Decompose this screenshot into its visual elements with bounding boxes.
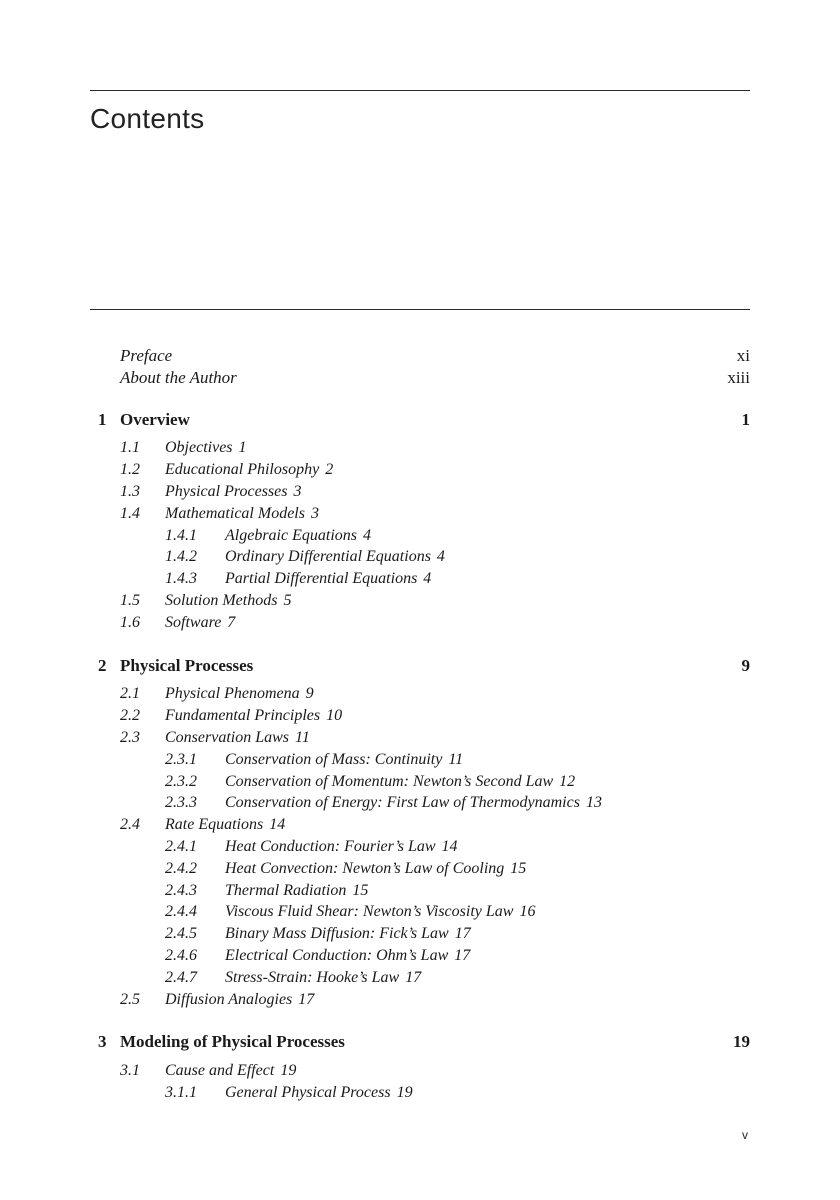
chapter-number: 2 [98, 655, 107, 675]
section-entry[interactable] [120, 1062, 296, 1080]
section-entry[interactable] [120, 461, 333, 479]
subsection-page: 4 [362, 526, 371, 544]
subsection-entry[interactable] [165, 903, 535, 921]
subsection-number: 2.3.3 [165, 794, 197, 812]
section-page: 3 [293, 483, 302, 500]
section-entry[interactable] [120, 592, 291, 610]
section-title: Educational Philosophy [165, 461, 320, 479]
section-title: Mathematical Models [165, 504, 305, 522]
subsection-page: 16 [519, 903, 536, 921]
section-title: Physical Phenomena [165, 685, 300, 703]
subsection-number: 2.4.4 [165, 903, 197, 921]
section-entry[interactable] [120, 614, 235, 632]
subsection-number: 2.4.7 [165, 968, 197, 986]
section-number: 1.4 [120, 504, 140, 522]
subsection-title: Ordinary Differential Equations [225, 548, 431, 566]
section-entry[interactable] [120, 816, 285, 834]
subsection-number: 1.4.2 [165, 548, 197, 566]
subsection-number: 2.3.2 [165, 772, 197, 790]
subsection-title: Heat Convection: Newton’s Law of Cooling [225, 859, 505, 877]
section-page: 2 [325, 461, 334, 479]
chapter-entry[interactable] [98, 1032, 750, 1052]
section-page: 10 [326, 707, 343, 725]
section-title: Rate Equations [165, 816, 264, 834]
section-entry[interactable] [120, 505, 319, 523]
subsection-number: 1.4.1 [165, 526, 197, 544]
section-number: 3.1 [120, 1062, 140, 1080]
section-entry[interactable] [120, 483, 301, 501]
chapter-entry[interactable] [98, 656, 750, 676]
section-title: Physical Processes [165, 483, 288, 500]
subsection-number: 1.4.3 [165, 570, 197, 588]
subsection-entry[interactable] [165, 969, 421, 987]
chapter-title: Modeling of Physical Processes [120, 1032, 345, 1052]
section-entry[interactable] [120, 707, 342, 725]
section-number: 2.1 [120, 685, 140, 703]
subsection-title: Viscous Fluid Shear: Newton’s Viscosity Law [225, 903, 514, 921]
section-entry[interactable] [120, 729, 310, 747]
section-title: Conservation Laws [165, 729, 290, 746]
chapter-page: 9 [741, 655, 750, 675]
chapter-title: Overview [120, 409, 190, 429]
section-entry[interactable] [120, 439, 247, 457]
subsection-entry[interactable] [165, 548, 445, 566]
subsection-title: Binary Mass Diffusion: Fick’s Law [225, 925, 449, 943]
subsection-page: 17 [454, 925, 471, 943]
subsection-number: 2.4.3 [165, 881, 197, 899]
subsection-page: 17 [454, 947, 471, 964]
subsection-title: Conservation of Energy: First Law of Thermodynamics [225, 794, 580, 812]
section-page: 1 [238, 439, 247, 457]
section-title: Cause and Effect [165, 1062, 275, 1080]
section-page: 9 [305, 685, 314, 703]
chapter-title: Physical Processes [120, 655, 254, 675]
subsection-page: 4 [423, 570, 432, 588]
section-entry[interactable] [120, 685, 314, 703]
subsection-title: Algebraic Equations [225, 526, 357, 544]
section-page: 19 [280, 1062, 297, 1080]
subsection-page: 15 [510, 859, 527, 877]
section-page: 17 [298, 990, 315, 1008]
page-title: Contents [90, 103, 205, 134]
subsection-entry[interactable] [165, 1084, 413, 1102]
chapter-page: 1 [741, 409, 750, 429]
section-title: Software [165, 613, 222, 631]
subsection-number: 2.4.2 [165, 859, 197, 877]
subsection-title: General Physical Process [225, 1084, 391, 1101]
section-number: 1.3 [120, 483, 140, 500]
subsection-entry[interactable] [165, 925, 471, 943]
subsection-number: 3.1.1 [165, 1084, 197, 1101]
subsection-entry[interactable] [165, 794, 602, 812]
subsection-entry[interactable] [165, 570, 431, 588]
page-number: v [742, 1128, 748, 1142]
subsection-number: 2.4.5 [165, 925, 197, 943]
entry-title: Preface [120, 346, 173, 365]
subsection-entry[interactable] [165, 947, 470, 965]
chapter-number: 1 [98, 409, 107, 429]
entry-page: xiii [727, 367, 750, 387]
front-matter-entry[interactable] [120, 368, 750, 388]
chapter-page: 19 [733, 1032, 750, 1052]
subsection-number: 2.3.1 [165, 750, 197, 768]
subsection-title: Electrical Conduction: Ohm’s Law [225, 947, 449, 964]
subsection-title: Heat Conduction: Fourier’s Law [225, 838, 436, 855]
subsection-page: 15 [352, 881, 369, 899]
chapter-number: 3 [98, 1032, 107, 1052]
subsection-page: 17 [405, 968, 422, 986]
section-title: Solution Methods [165, 592, 278, 609]
section-entry[interactable] [120, 991, 314, 1009]
section-number: 2.3 [120, 729, 140, 746]
section-page: 3 [310, 504, 319, 522]
front-matter-entry[interactable] [120, 346, 750, 366]
subsection-title: Partial Differential Equations [225, 570, 418, 588]
subsection-entry[interactable] [165, 882, 368, 900]
subsection-number: 2.4.6 [165, 947, 197, 964]
subsection-entry[interactable] [165, 773, 575, 791]
subsection-page: 13 [585, 794, 602, 812]
subsection-page: 12 [559, 772, 576, 790]
subsection-entry[interactable] [165, 860, 526, 878]
section-number: 2.4 [120, 816, 140, 834]
entry-page: xi [736, 346, 750, 365]
subsection-title: Stress-Strain: Hooke’s Law [225, 968, 400, 986]
section-number: 1.6 [120, 613, 140, 631]
section-page: 7 [227, 613, 236, 631]
section-page: 5 [283, 592, 292, 609]
section-number: 2.5 [120, 990, 140, 1008]
subsection-page: 14 [441, 838, 458, 855]
section-number: 1.1 [120, 439, 140, 457]
section-number: 1.5 [120, 592, 140, 609]
section-title: Fundamental Principles [165, 707, 321, 725]
subsection-number: 2.4.1 [165, 838, 197, 855]
section-title: Diffusion Analogies [165, 990, 293, 1008]
subsection-page: 19 [396, 1084, 413, 1101]
section-title: Objectives [165, 439, 233, 457]
section-number: 2.2 [120, 707, 140, 725]
section-page: 11 [295, 729, 310, 746]
subsection-entry[interactable] [165, 527, 371, 545]
subsection-entry[interactable] [165, 838, 458, 856]
section-page: 14 [269, 816, 286, 834]
section-number: 1.2 [120, 461, 140, 479]
subsection-title: Conservation of Momentum: Newton’s Second Law [225, 772, 554, 790]
subsection-page: 4 [436, 548, 445, 566]
subsection-title: Thermal Radiation [225, 881, 347, 899]
subsection-page: 11 [448, 750, 464, 768]
chapter-entry[interactable] [98, 410, 750, 430]
entry-title: About the Author [120, 367, 237, 387]
subsection-title: Conservation of Mass: Continuity [225, 750, 443, 768]
subsection-entry[interactable] [165, 751, 463, 769]
